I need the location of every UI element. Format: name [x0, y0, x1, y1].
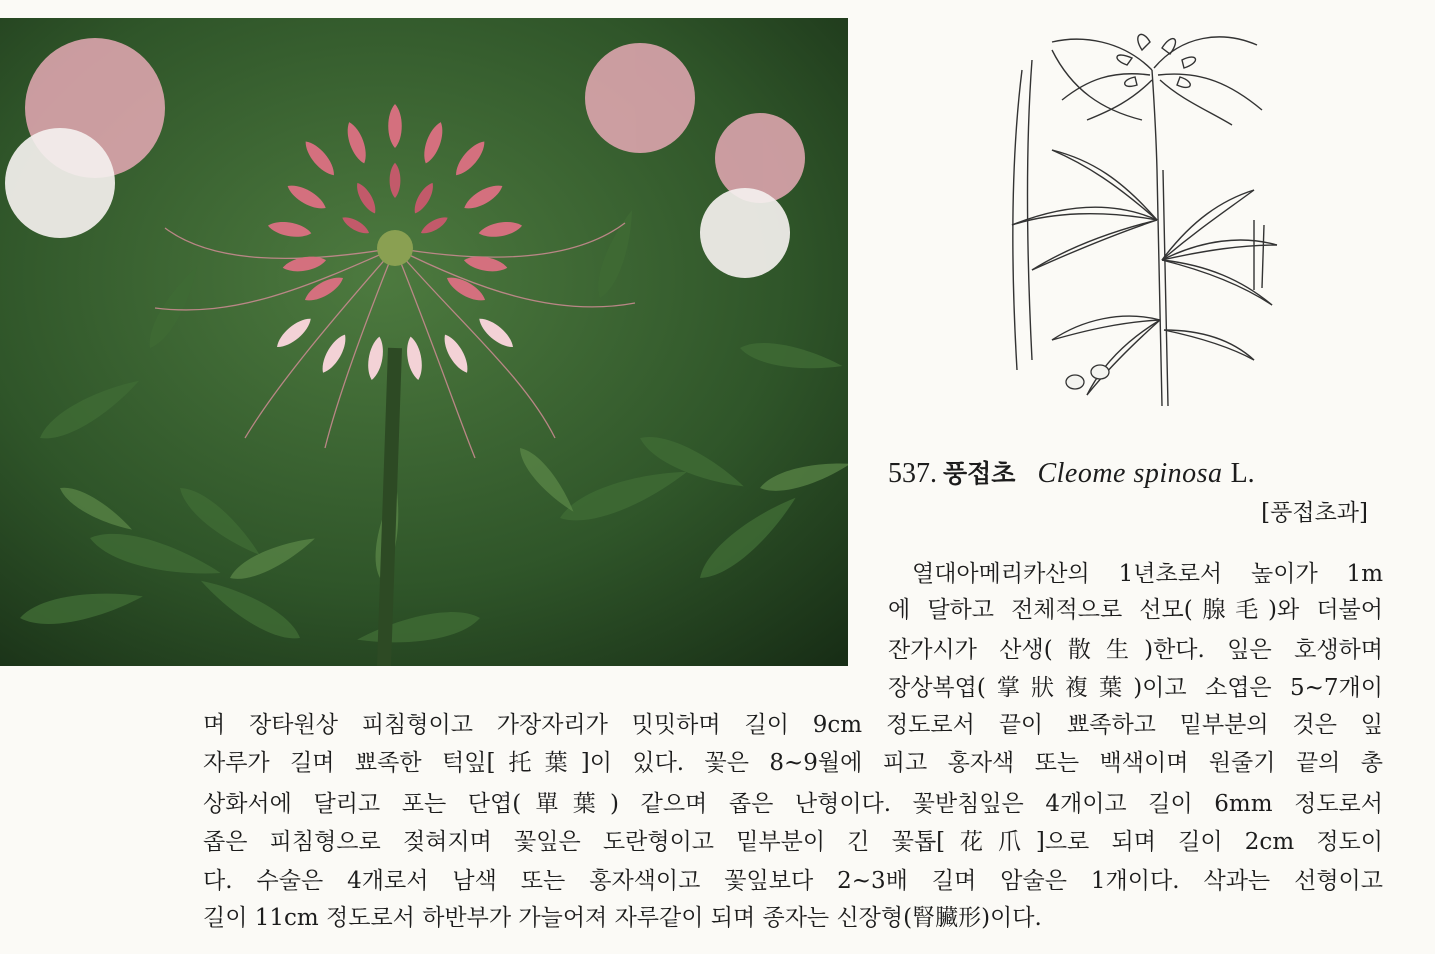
- description-line: 에 달하고 전체적으로 선모(腺毛)와 더불어: [888, 597, 1383, 623]
- description-line: 잔가시가 산생(散生)한다. 잎은 호생하며: [888, 637, 1383, 663]
- description-line: 며 장타원상 피침형이고 가장자리가 밋밋하며 길이 9cm 정도로서 끝이 뾰족하고 밑부분의 것은 잎: [203, 712, 1383, 738]
- description-line: 자루가 길며 뾰족한 턱잎[托葉]이 있다. 꽃은 8~9월에 피고 홍자색 또는 백색이며 원줄기 끝의 총: [203, 750, 1383, 776]
- korean-name: 풍접초: [943, 459, 1016, 488]
- description-line: 장상복엽(掌狀複葉)이고 소엽은 5~7개이: [888, 675, 1383, 701]
- entry-heading: [888, 455, 1255, 492]
- description-line: 열대아메리카산의 1년초로서 높이가 1m: [912, 561, 1383, 587]
- description-line: 다. 수술은 4개로서 남색 또는 홍자색이고 꽃잎보다 2~3배 길며 암술은 1개이다. 삭과는 선형이고: [203, 868, 1383, 894]
- botanical-illustration: [992, 30, 1284, 406]
- description-line: 좁은 피침형으로 젖혀지며 꽃잎은 도란형이고 밑부분이 긴 꽃톱[花爪]으로 되며 길이 2cm 정도이: [203, 829, 1383, 855]
- family-label: [풍접초과]: [1261, 500, 1368, 526]
- entry-number: 537.: [888, 458, 937, 489]
- scientific-name: Cleome spinosa: [1037, 458, 1223, 489]
- description-line: 길이 11cm 정도로서 하반부가 가늘어져 자루같이 되며 종자는 신장형(腎臟形)이다.: [203, 905, 1042, 931]
- species-authority: L.: [1230, 458, 1255, 489]
- flower-photo: [0, 18, 848, 666]
- description-line: 상화서에 달리고 포는 단엽(單葉) 같으며 좁은 난형이다. 꽃받침잎은 4개이고 길이 6mm 정도로서: [203, 791, 1383, 817]
